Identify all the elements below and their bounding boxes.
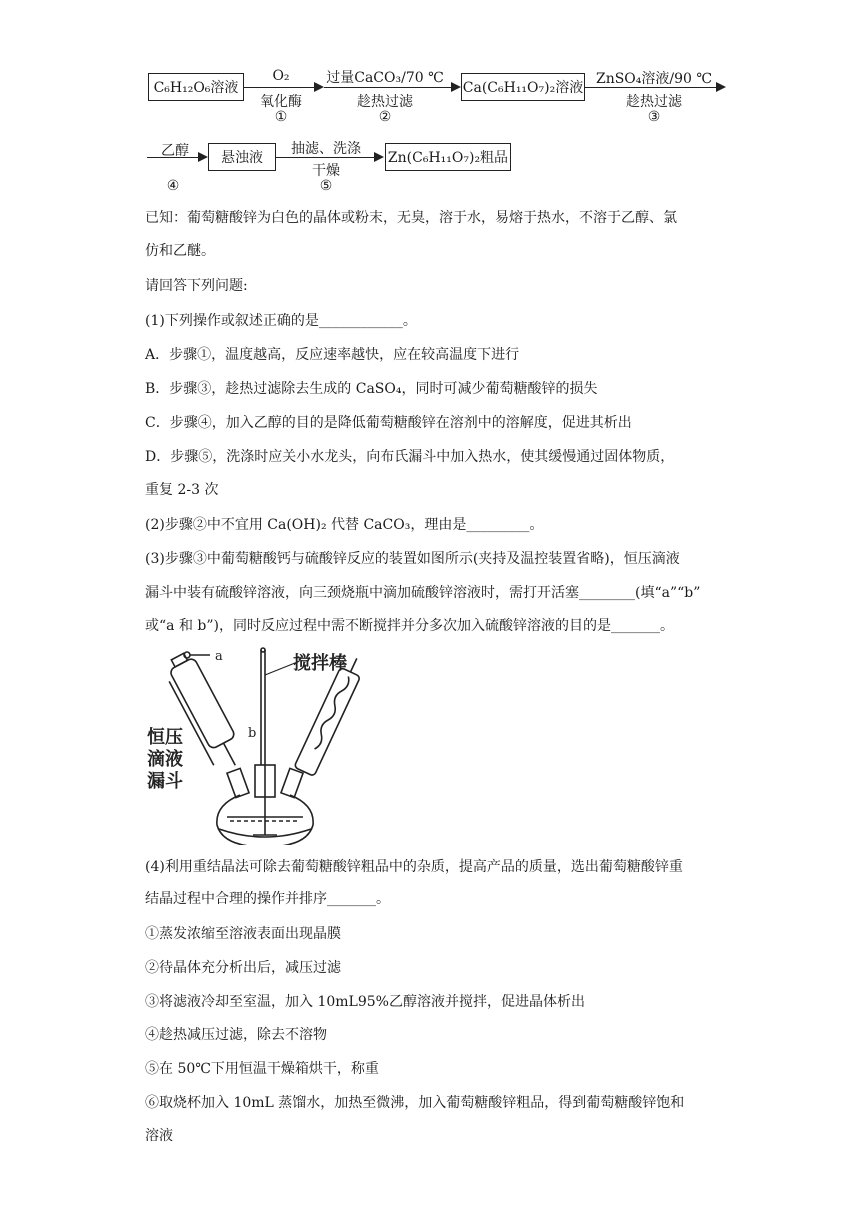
- label-b: b: [248, 726, 257, 741]
- q4-item-2: ②待晶体充分析出后，减压过滤: [145, 960, 341, 976]
- q1-option-d-cont: 重复 2-3 次: [145, 482, 219, 498]
- flow-arrow-2-head: [451, 82, 461, 92]
- question-3-line-1: (3)步骤③中葡萄糖酸钙与硫酸锌反应的装置如图所示(夹持及温控装置省略)，恒压滴液: [145, 551, 680, 567]
- flow-box-suspension: 悬浊液: [208, 143, 276, 171]
- flow-arrow-2: [324, 87, 454, 88]
- flow-arrow-1: [244, 87, 316, 88]
- flow-box-calcium-gluconate: Ca(C₆H₁₁O₇)₂溶液: [461, 73, 585, 101]
- question-4-line-2: 结晶过程中合理的操作并排序_______。: [145, 891, 390, 907]
- step1-reagent: O₂: [272, 68, 290, 84]
- q4-item-1: ①蒸发浓缩至溶液表面出现晶膜: [145, 926, 341, 942]
- question-1: (1)下列操作或叙述正确的是____________。: [145, 313, 417, 329]
- label-funnel-2: 滴液: [147, 749, 183, 770]
- q1-option-a: A．步骤①，温度越高，反应速率越快，应在较高温度下进行: [145, 347, 520, 363]
- step2-reagent: 过量CaCO₃/70 ℃: [326, 70, 444, 86]
- step1-number: ①: [274, 109, 288, 125]
- q1-option-c: C．步骤④，加入乙醇的目的是降低葡萄糖酸锌在溶剂中的溶解度，促进其析出: [145, 415, 632, 431]
- step2-condition: 趁热过滤: [357, 94, 413, 110]
- question-4-line-1: (4)利用重结晶法可除去葡萄糖酸锌粗品中的杂质，提高产品的质量，选出葡萄糖酸锌重: [145, 859, 683, 875]
- q1-option-d: D．步骤⑤，洗涤时应关小水龙头，向布氏漏斗中加入热水，使其缓慢通过固体物质，: [145, 449, 675, 465]
- step5-number: ⑤: [319, 178, 333, 194]
- flow-box-zinc-gluconate-crude: Zn(C₆H₁₁O₇)₂粗品: [385, 143, 511, 171]
- flow-arrow-4: [147, 157, 201, 158]
- q1-option-b: B．步骤③，趁热过滤除去生成的 CaSO₄，同时可减少葡萄糖酸锌的损失: [145, 381, 598, 397]
- flow-box-glucose: C₆H₁₂O₆溶液: [148, 73, 244, 101]
- step3-reagent: ZnSO₄溶液/90 ℃: [595, 71, 713, 87]
- flow-arrow-3-head: [716, 82, 726, 92]
- question-3-line-3: 或“a 和 b”)，同时反应过程中需不断搅拌并分多次加入硫酸锌溶液的目的是_______。: [145, 618, 674, 634]
- step1-condition: 氧化酶: [260, 94, 302, 110]
- prompt-text: 请回答下列问题:: [145, 278, 248, 294]
- label-stirrer: 搅拌棒: [293, 653, 347, 674]
- step4-number: ④: [166, 178, 180, 194]
- step3-condition: 趁热过滤: [626, 94, 682, 110]
- label-funnel-3: 漏斗: [147, 771, 183, 792]
- step5-operation-2: 干燥: [312, 163, 340, 179]
- step4-reagent: 乙醇: [161, 143, 189, 159]
- synthesis-flow-diagram: [0, 0, 860, 200]
- question-2: (2)步骤②中不宜用 Ca(OH)₂ 代替 CaCO₃，理由是_________。: [145, 517, 544, 533]
- flow-arrow-4-head: [198, 152, 208, 162]
- known-info-line-1: 已知：葡萄糖酸锌为白色的晶体或粉末，无臭，溶于水，易熔于热水，不溶于乙醇、氯: [145, 210, 677, 226]
- q4-item-6: ⑥取烧杯加入 10mL 蒸馏水，加热至微沸，加入葡萄糖酸锌粗品，得到葡萄糖酸锌饱和: [145, 1095, 685, 1111]
- q4-item-3: ③将滤液冷却至室温，加入 10mL95%乙醇溶液并搅拌，促进晶体析出: [145, 994, 585, 1010]
- label-funnel-1: 恒压: [147, 727, 183, 748]
- q4-item-5: ⑤在 50℃下用恒温干燥箱烘干，称重: [145, 1061, 379, 1077]
- q4-item-6-cont: 溶液: [145, 1128, 173, 1144]
- known-info-line-2: 仿和乙醚。: [145, 243, 215, 259]
- q4-item-4: ④趁热减压过滤，除去不溶物: [145, 1027, 327, 1043]
- label-a: a: [215, 649, 223, 664]
- step2-number: ②: [378, 109, 392, 125]
- question-3-line-2: 漏斗中装有硫酸锌溶液，向三颈烧瓶中滴加硫酸锌溶液时，需打开活塞________(填“a”“b”: [145, 585, 701, 601]
- flow-arrow-5-head: [374, 152, 384, 162]
- flow-arrow-1-head: [314, 82, 324, 92]
- apparatus-figure: [145, 645, 360, 845]
- step5-operation: 抽滤、洗涤: [291, 141, 361, 157]
- step3-number: ③: [647, 109, 661, 125]
